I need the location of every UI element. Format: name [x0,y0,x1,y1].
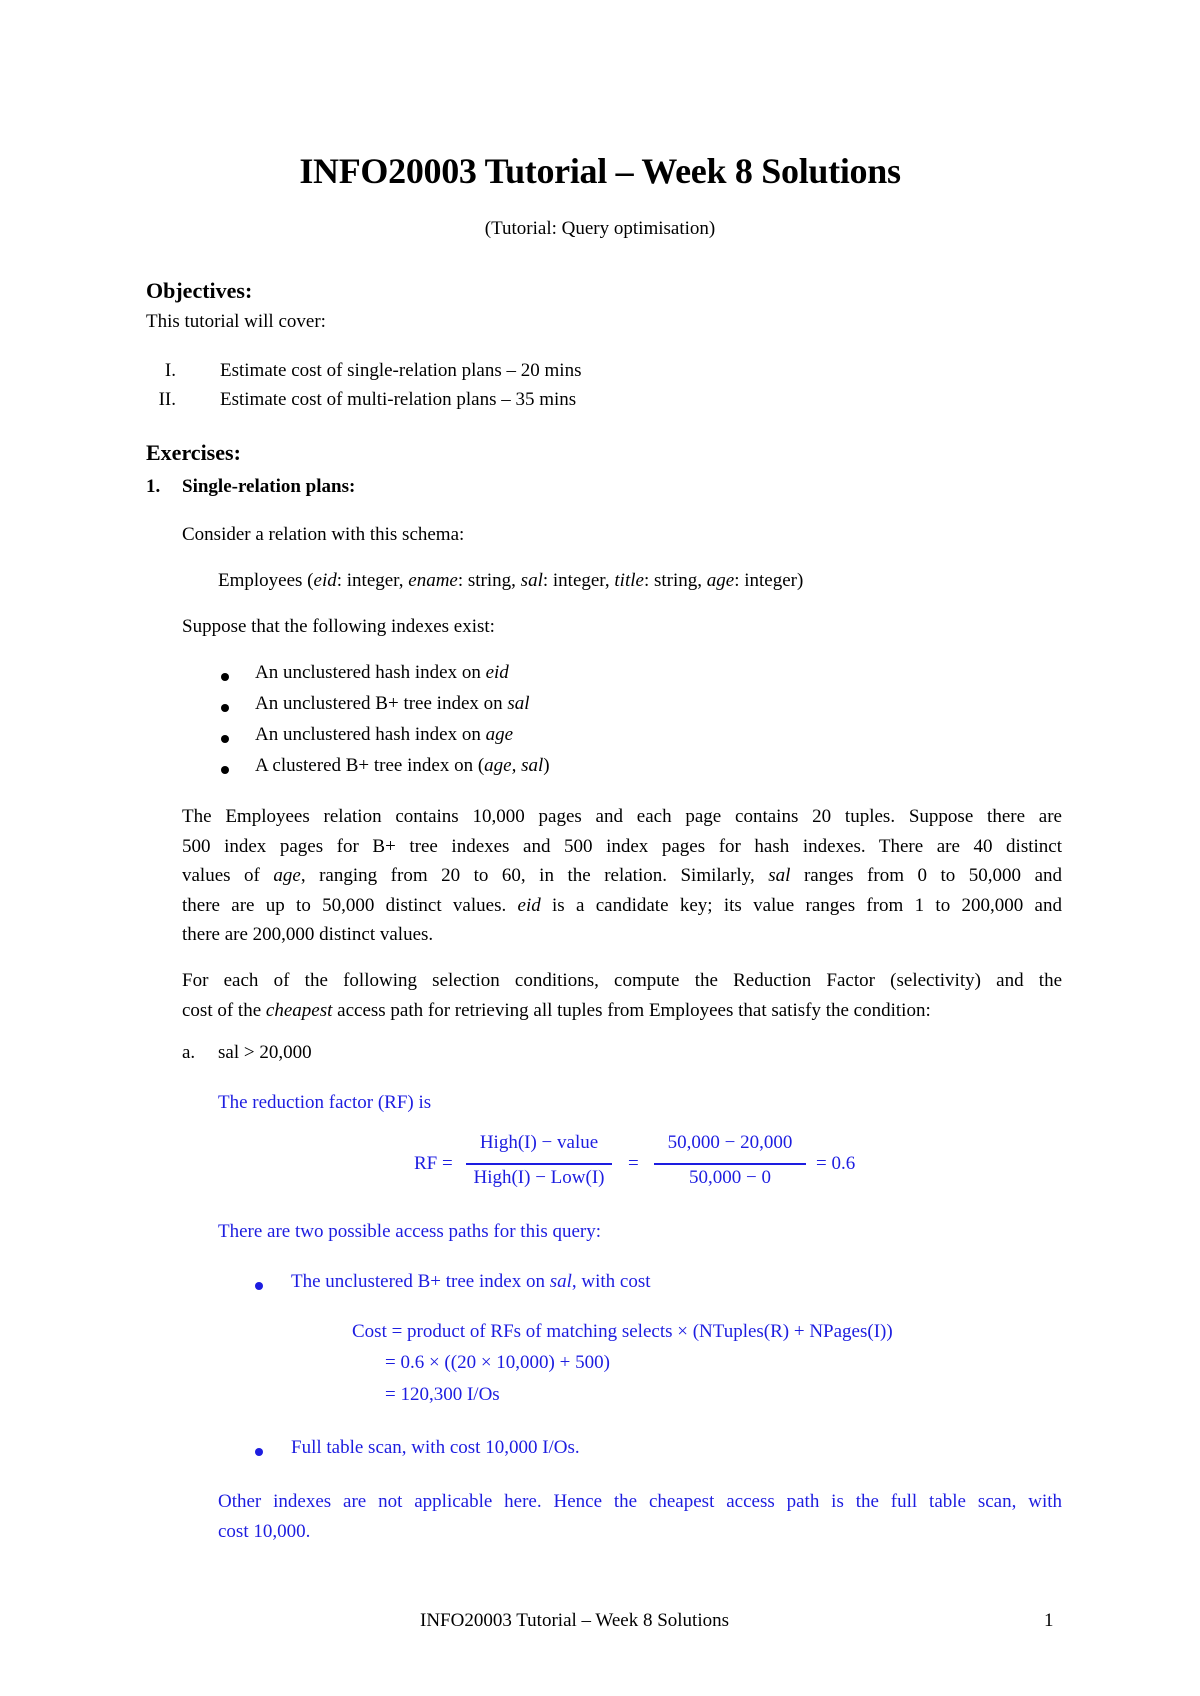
paragraph-line: cost of the cheapest access path for retrieving all tuples from Employees that satisfy the condition: [182,999,931,1021]
schema-field: eid [313,570,337,591]
schema-type: : integer) [734,570,804,591]
schema-intro: Consider a relation with this schema: [182,524,465,545]
objective-item [146,389,577,411]
paragraph-line: The Employees relation contains 10,000 pages and each page contains 20 tuples. Suppose there are [182,806,1062,827]
schema-field: title [614,570,644,591]
index-item: An unclustered hash index on eid [255,662,509,683]
task-description [182,966,1062,1025]
schema-field: ename [408,570,458,591]
bullet-icon [255,1448,263,1456]
footer-text: INFO20003 Tutorial – Week 8 Solutions [420,1610,730,1631]
schema-type: : integer, [336,570,409,591]
cost-result: = 120,300 I/Os [385,1384,500,1405]
cost-calculation: = 0.6 × ((20 × 10,000) + 500) [385,1352,610,1373]
bullet-icon [221,673,229,681]
access-path-btree: The unclustered B+ tree index on sal, with cost [291,1271,651,1292]
rf-lhs: RF = [414,1153,453,1174]
exercises-heading: Exercises: [146,440,241,465]
paragraph-line: values of age, ranging from 20 to 60, in the relation. Similarly, sal ranges from 0 to 50,000 and [182,865,1063,886]
schema-type: : string, [457,570,521,591]
rf-intro: The reduction factor (RF) is [218,1092,432,1113]
schema-type: : string, [643,570,707,591]
schema-field: age [706,570,735,591]
objectives-heading: Objectives: [146,278,253,303]
question-number: 1. [146,476,161,497]
index-item: An unclustered B+ tree index on sal [255,693,530,714]
relation-description [182,802,1062,950]
rf-fraction-numerator: High(I) − value [479,1132,599,1153]
objective-number: II. [158,389,176,410]
bullet-icon [221,766,229,774]
rf-fraction-denominator: High(I) − Low(I) [473,1167,605,1188]
rf-result: = 0.6 [816,1153,856,1174]
access-path-full-scan: Full table scan, with cost 10,000 I/Os. [291,1437,580,1458]
part-a-label: a. [182,1042,196,1063]
schema-definition [218,570,803,592]
objectives-intro: This tutorial will cover: [146,311,326,332]
bullet-icon [221,735,229,743]
index-item: An unclustered hash index on age [255,724,514,745]
schema-type: : integer, [542,570,615,591]
rf-values-denominator: 50,000 − 0 [689,1167,771,1188]
schema-relation: Employees ( [218,570,314,591]
index-intro: Suppose that the following indexes exist: [182,616,495,637]
part-a-condition: sal > 20,000 [218,1042,312,1063]
objective-item [146,360,582,382]
objective-number: I. [164,360,176,381]
paragraph-line: 500 index pages for B+ tree indexes and 500 index pages for hash indexes. There are 40 distinct [182,835,1062,857]
schema-field: sal [520,570,543,591]
index-item: A clustered B+ tree index on (age, sal) [255,755,550,776]
objective-text: Estimate cost of multi-relation plans – 35 mins [220,389,577,410]
part-a-conclusion [218,1487,1062,1546]
question-title: Single-relation plans: [182,476,356,497]
question-1-heading [146,476,356,498]
bullet-icon [221,704,229,712]
cost-formula: Cost = product of RFs of matching selects × (NTuples(R) + NPages(I)) [352,1321,893,1342]
objective-text: Estimate cost of single-relation plans – 20 mins [220,360,582,381]
bullet-icon [255,1282,263,1290]
page-number: 1 [1044,1610,1054,1631]
paragraph-line: cost 10,000. [218,1520,311,1542]
fraction-bar [654,1163,806,1165]
paragraph-line: there are up to 50,000 distinct values. eid is a candidate key; its value ranges from 1 to 200,000 and [182,894,1062,916]
fraction-bar [466,1163,612,1165]
paragraph-line: For each of the following selection conditions, compute the Reduction Factor (selectivity) and the [182,970,1062,991]
paragraph-line: Other indexes are not applicable here. Hence the cheapest access path is the full table scan, with [218,1491,1062,1512]
page-title: INFO20003 Tutorial – Week 8 Solutions [299,151,901,191]
page-subtitle: (Tutorial: Query optimisation) [484,218,716,239]
equals-sign: = [628,1153,639,1174]
paths-intro: There are two possible access paths for this query: [218,1221,602,1242]
paragraph-line: there are 200,000 distinct values. [182,924,434,945]
rf-values-numerator: 50,000 − 20,000 [667,1132,793,1153]
